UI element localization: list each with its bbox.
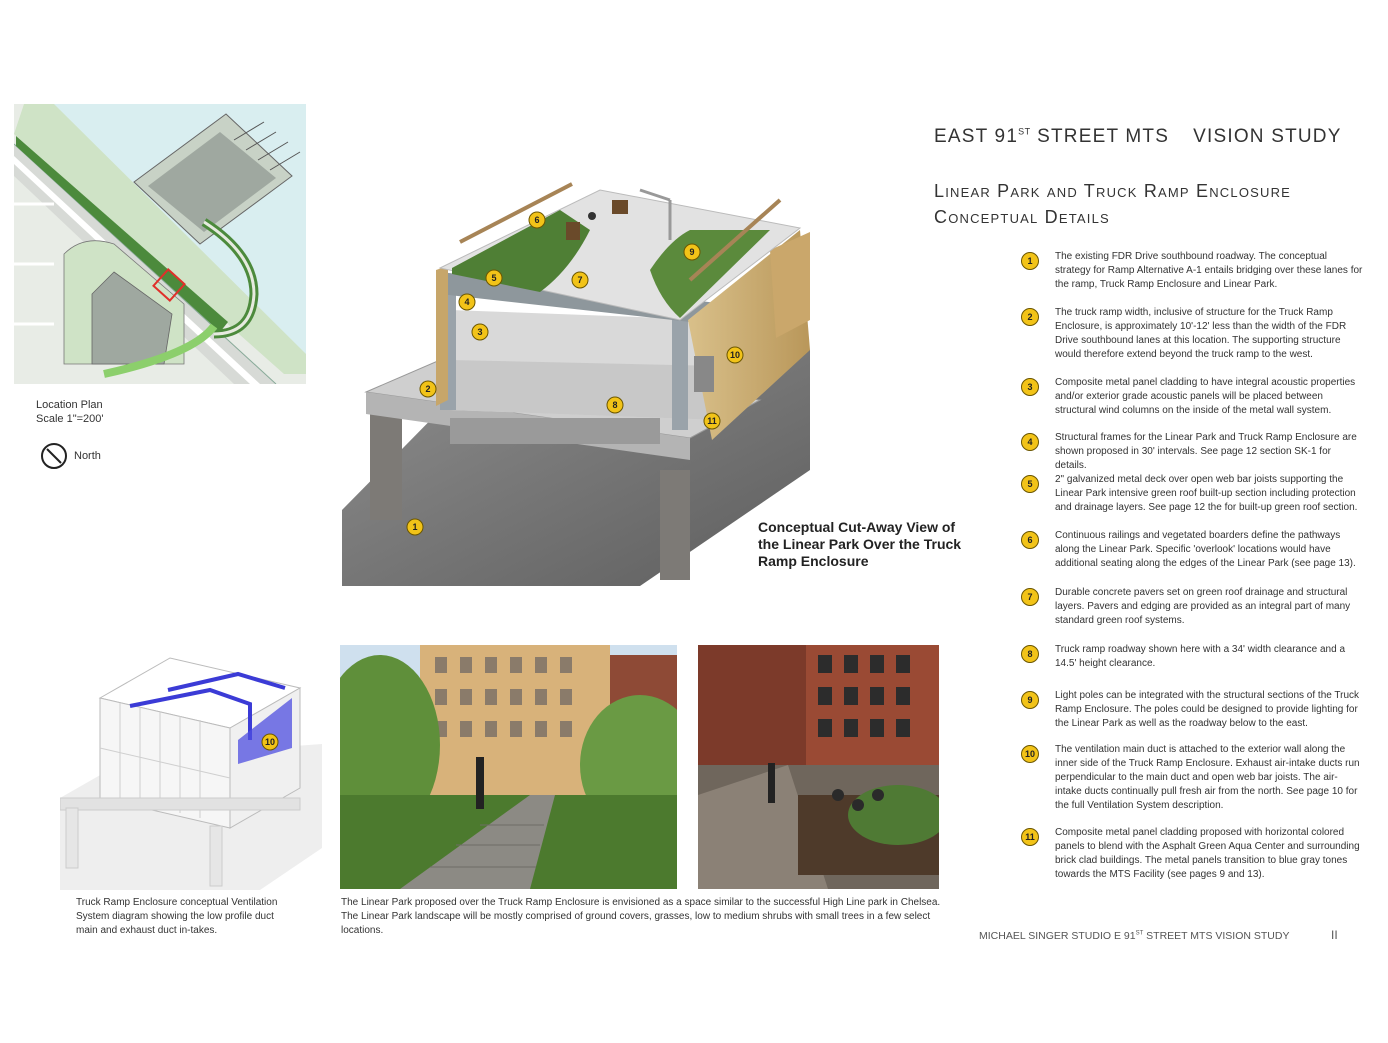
axo-badge-4	[459, 294, 475, 310]
axo-badge-9	[684, 244, 700, 260]
page-number: II	[1331, 928, 1338, 942]
vent-badge	[262, 734, 278, 750]
note-badge: 8	[1021, 645, 1039, 663]
note-item-3	[1019, 376, 1364, 418]
subtitle-line-2: Conceptual Details	[934, 207, 1110, 227]
north-label: North	[74, 450, 101, 462]
svg-text:10: 10	[264, 737, 276, 747]
axo-badge-7	[572, 272, 588, 288]
axo-badge-1	[407, 519, 423, 535]
note-text: Durable concrete pavers set on green roof drainage and structural layers. Pavers and edging are provided as an integral part of many standard green roof systems.	[1055, 587, 1351, 626]
ventilation-diagram	[60, 648, 322, 890]
note-item-5	[1019, 473, 1364, 515]
axo-badge-6	[529, 212, 545, 228]
note-item-2	[1019, 306, 1364, 362]
page-footer: MICHAEL SINGER STUDIO E 91ST STREET MTS VISION STUDY	[979, 930, 1290, 942]
note-item-7	[1019, 586, 1364, 628]
svg-text:6: 6	[534, 215, 540, 225]
note-text: Composite metal panel cladding proposed with horizontal colored panels to blend with the Asphalt Green Aqua Center and surrounding brick clad buildings. The metal panels transition to blue gray tones towards the MTS Facility (see pages 9 and 13).	[1055, 827, 1360, 880]
axo-badge-11	[704, 413, 720, 429]
svg-text:10: 10	[729, 350, 741, 360]
svg-text:9: 9	[689, 247, 695, 257]
svg-text:3: 3	[477, 327, 483, 337]
note-badge: 6	[1021, 531, 1039, 549]
svg-text:2: 2	[425, 384, 431, 394]
note-badge: 9	[1021, 691, 1039, 709]
axo-badge-3	[472, 324, 488, 340]
note-text: The truck ramp width, inclusive of structure for the Truck Ramp Enclosure, is approximately 10'-12' less than the width of the FDR Drive southbound lanes at this location. The supporting structure would therefore extend beyond the truck ramp to the west.	[1055, 307, 1347, 360]
note-text: The ventilation main duct is attached to the exterior wall along the inner side of the Truck Ramp Enclosure. Exhaust air-intake ducts run perpendicular to the main duct and open web bar joists. The air-intake ducts continually pull fresh air from the north. See page 10 for the full Ventilation System description.	[1055, 744, 1360, 811]
note-badge: 7	[1021, 588, 1039, 606]
plan-caption-title: Location Plan	[36, 399, 103, 411]
page-subtitle	[934, 178, 1291, 230]
axo-badge-5	[486, 270, 502, 286]
photos-caption: The Linear Park proposed over the Truck Ramp Enclosure is envisioned as a space similar to the successful High Line park in Chelsea. The Linear Park landscape will be mostly comprised of ground covers, grasses, low to medium shrubs with small trees in a few select locations.	[341, 897, 941, 936]
note-item-6	[1019, 529, 1364, 571]
note-item-4	[1019, 431, 1364, 473]
note-item-8	[1019, 643, 1364, 671]
note-item-9	[1019, 689, 1364, 731]
location-plan-map	[14, 104, 306, 384]
note-text: The existing FDR Drive southbound roadway. The conceptual strategy for Ramp Alternative A-1 entails bridging over these lanes for the ramp, Truck Ramp Enclosure and Linear Park.	[1055, 251, 1363, 290]
note-text: Continuous railings and vegetated boarders define the pathways along the Linear Park. Specific 'overlook' locations would have additional seating along the edges of the Linear Park (see page 13).	[1055, 530, 1356, 569]
svg-text:5: 5	[491, 273, 497, 283]
high-line-photo-1	[340, 645, 677, 889]
note-badge: 2	[1021, 308, 1039, 326]
note-item-10	[1019, 743, 1364, 813]
note-badge: 4	[1021, 433, 1039, 451]
note-text: Light poles can be integrated with the structural sections of the Truck Ramp Enclosure. The poles could be designed to provide lighting for the Linear Park as well as the roadway below to the east.	[1055, 690, 1360, 729]
axo-badge-2	[420, 381, 436, 397]
location-plan-caption	[36, 398, 103, 426]
note-badge: 10	[1021, 745, 1039, 763]
subtitle-line-1: Linear Park and Truck Ramp Enclosure	[934, 181, 1292, 201]
note-badge: 11	[1021, 828, 1039, 846]
north-arrow-icon	[40, 442, 68, 470]
note-item-1	[1019, 250, 1364, 292]
svg-text:11: 11	[707, 416, 717, 426]
svg-text:4: 4	[464, 297, 470, 307]
note-badge: 3	[1021, 378, 1039, 396]
note-text: Truck ramp roadway shown here with a 34' width clearance and a 14.5' height clearance.	[1055, 644, 1346, 669]
note-badge: 1	[1021, 252, 1039, 270]
note-text: Structural frames for the Linear Park and Truck Ramp Enclosure are shown proposed in 30' intervals. See page 12 section SK-1 for details.	[1055, 432, 1357, 471]
svg-text:8: 8	[612, 400, 618, 410]
ventilation-caption: Truck Ramp Enclosure conceptual Ventilation System diagram showing the low profile duct main and exhaust duct in-takes.	[76, 897, 278, 936]
note-badge: 5	[1021, 475, 1039, 493]
axo-caption: Conceptual Cut-Away View of the Linear Park Over the Truck Ramp Enclosure	[758, 519, 962, 569]
svg-text:1: 1	[412, 522, 418, 532]
svg-text:7: 7	[577, 275, 583, 285]
axo-badge-8	[607, 397, 623, 413]
note-text: Composite metal panel cladding to have integral acoustic properties and/or exterior grade acoustic panels will be placed between structural wind columns on the inside of the metal wall system.	[1055, 377, 1356, 416]
north-arrow	[40, 442, 101, 470]
note-item-11	[1019, 826, 1364, 882]
axo-badge-10	[727, 347, 743, 363]
high-line-photo-2	[698, 645, 939, 889]
page-title: EAST 91ST STREET MTS VISION STUDY	[934, 126, 1342, 147]
note-text: 2" galvanized metal deck over open web bar joists supporting the Linear Park intensive green roof built-up section including protection and drainage layers. See page 12 the for built-up green roof section.	[1055, 474, 1358, 513]
plan-caption-scale: Scale 1"=200'	[36, 413, 104, 425]
